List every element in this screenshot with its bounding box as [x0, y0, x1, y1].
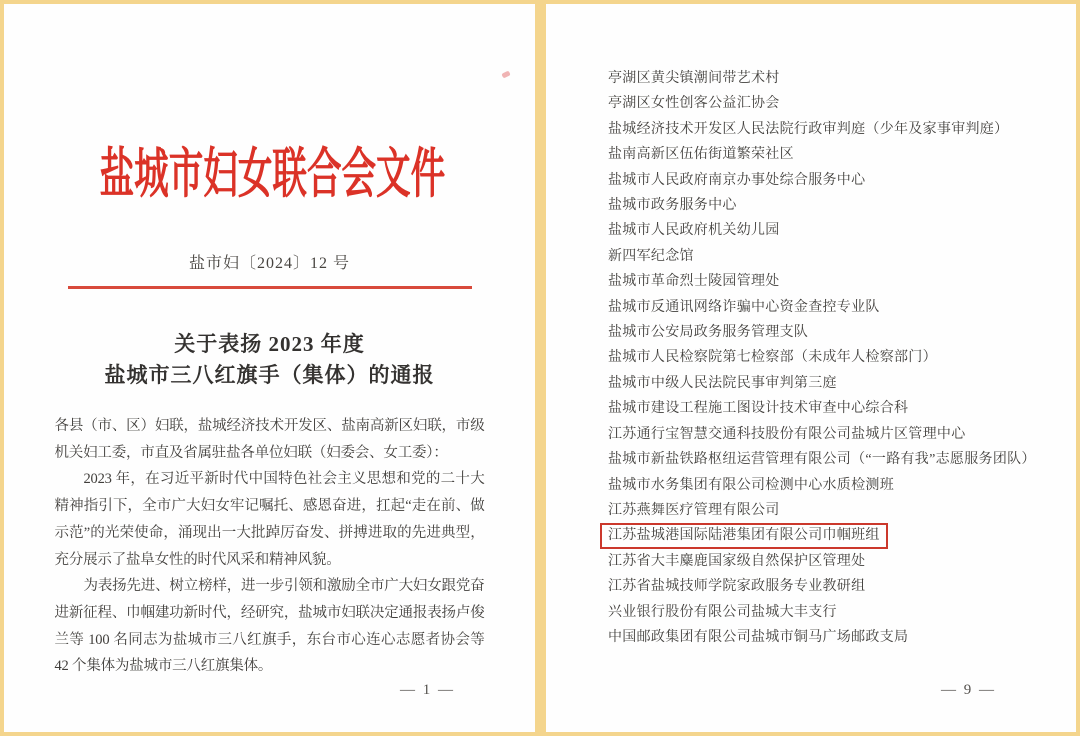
list-item — [608, 345, 1032, 370]
org-header-title: 盐城市妇女联合会文件 — [99, 144, 446, 204]
list-item — [608, 117, 1032, 142]
organization-name: 兴业银行股份有限公司盐城大丰支行 — [608, 604, 837, 620]
organization-name: 盐城市反通讯网络诈骗中心资金查控专业队 — [608, 299, 880, 315]
organization-name: 江苏燕舞医疗管理有限公司 — [608, 502, 780, 518]
list-item — [608, 371, 1032, 396]
list-item — [608, 549, 1032, 574]
organization-name: 盐城市公安局政务服务管理支队 — [608, 325, 809, 341]
organization-name: 盐城市水务集团有限公司检测中心水质检测班 — [608, 477, 894, 493]
organization-name: 盐南高新区伍佑街道繁荣社区 — [608, 147, 794, 163]
list-item — [608, 91, 1032, 116]
page-right — [546, 4, 1076, 732]
list-item — [608, 218, 1032, 243]
list-item — [608, 473, 1032, 498]
list-item — [608, 396, 1032, 421]
page-number-left: — 1 — — [400, 682, 455, 698]
organization-name: 中国邮政集团有限公司盐城市铜马广场邮政支局 — [608, 629, 909, 645]
organization-name: 新四军纪念馆 — [608, 248, 694, 264]
list-item — [608, 600, 1032, 625]
organization-name: 盐城市革命烈士陵园管理处 — [608, 274, 780, 290]
list-item — [608, 320, 1032, 345]
body-paragraph: 各县（市、区）妇联，盐城经济技术开发区、盐南高新区妇联，市级机关妇工委，市直及省属驻盐各单位妇联（妇委会、女工委）： — [54, 418, 485, 461]
organization-name: 江苏省大丰麋鹿国家级自然保护区管理处 — [608, 553, 866, 569]
organization-name: 盐城市人民政府南京办事处综合服务中心 — [608, 172, 866, 188]
list-item — [608, 625, 1032, 650]
organization-name: 盐城市新盐铁路枢纽运营管理有限公司（“一路有我”志愿服务团队） — [608, 452, 1036, 468]
list-item — [608, 269, 1032, 294]
organization-name: 盐城市政务服务中心 — [608, 198, 737, 214]
organization-name: 盐城经济技术开发区人民法院行政审判庭（少年及家事审判庭） — [608, 121, 1009, 137]
organization-name: 盐城市人民政府机关幼儿园 — [608, 223, 780, 239]
body-paragraph: 为表扬先进、树立榜样，进一步引领和激励全市广大妇女跟党奋进新征程、巾帼建功新时代，经研究，盐城市妇联决定通报表扬卢俊兰等 100 名同志为盐城市三八红旗手，东台市心连心志愿者协会等 42 个集体为盐城市三八红旗集体。 — [54, 578, 485, 675]
page-left — [4, 4, 535, 732]
organization-name: 亭湖区黄尖镇潮间带艺术村 — [608, 71, 780, 86]
list-item — [608, 142, 1032, 167]
list-item — [608, 193, 1032, 218]
list-item — [608, 574, 1032, 599]
organization-name: 江苏省盐城技师学院家政服务专业教研组 — [608, 579, 866, 595]
organization-name: 江苏通行宝智慧交通科技股份有限公司盐城片区管理中心 — [608, 426, 966, 442]
notice-title-line1: 关于表扬 2023 年度 — [174, 332, 365, 356]
notice-title — [4, 329, 535, 391]
organization-name: 亭湖区女性创客公益汇协会 — [608, 96, 780, 112]
notice-body — [55, 413, 485, 680]
body-paragraph: 2023 年，在习近平新时代中国特色社会主义思想和党的二十大精神指引下，全市广大妇女牢记嘱托、感恩奋进，扛起“走在前、做示范”的光荣使命，涌现出一大批踔厉奋发、拼搏进取的先进典型，充分展示了盐阜女性的时代风采和精神风貌。 — [54, 471, 485, 568]
list-item — [608, 295, 1032, 320]
list-item — [608, 447, 1036, 472]
list-item — [608, 498, 1032, 523]
organization-name: 盐城市人民检察院第七检察部（未成年人检察部门） — [608, 350, 937, 366]
organization-name: 江苏盐城港国际陆港集团有限公司巾帼班组 — [600, 523, 888, 548]
list-item — [608, 168, 1032, 193]
doc-number: 盐市妇〔2024〕12 号 — [188, 255, 350, 272]
list-item — [608, 523, 1032, 548]
notice-title-line2: 盐城市三八红旗手（集体）的通报 — [104, 363, 435, 387]
page-divider — [535, 4, 546, 732]
awardee-list — [608, 66, 1036, 650]
list-item — [608, 422, 1032, 447]
list-item — [608, 244, 1032, 269]
red-separator-line — [68, 286, 472, 289]
scan-artifact — [501, 71, 510, 79]
list-item — [608, 66, 1032, 91]
organization-name: 盐城市建设工程施工图设计技术审查中心综合科 — [608, 401, 909, 417]
organization-name: 盐城市中级人民法院民事审判第三庭 — [608, 375, 837, 391]
page-number-right: — 9 — — [941, 682, 996, 698]
